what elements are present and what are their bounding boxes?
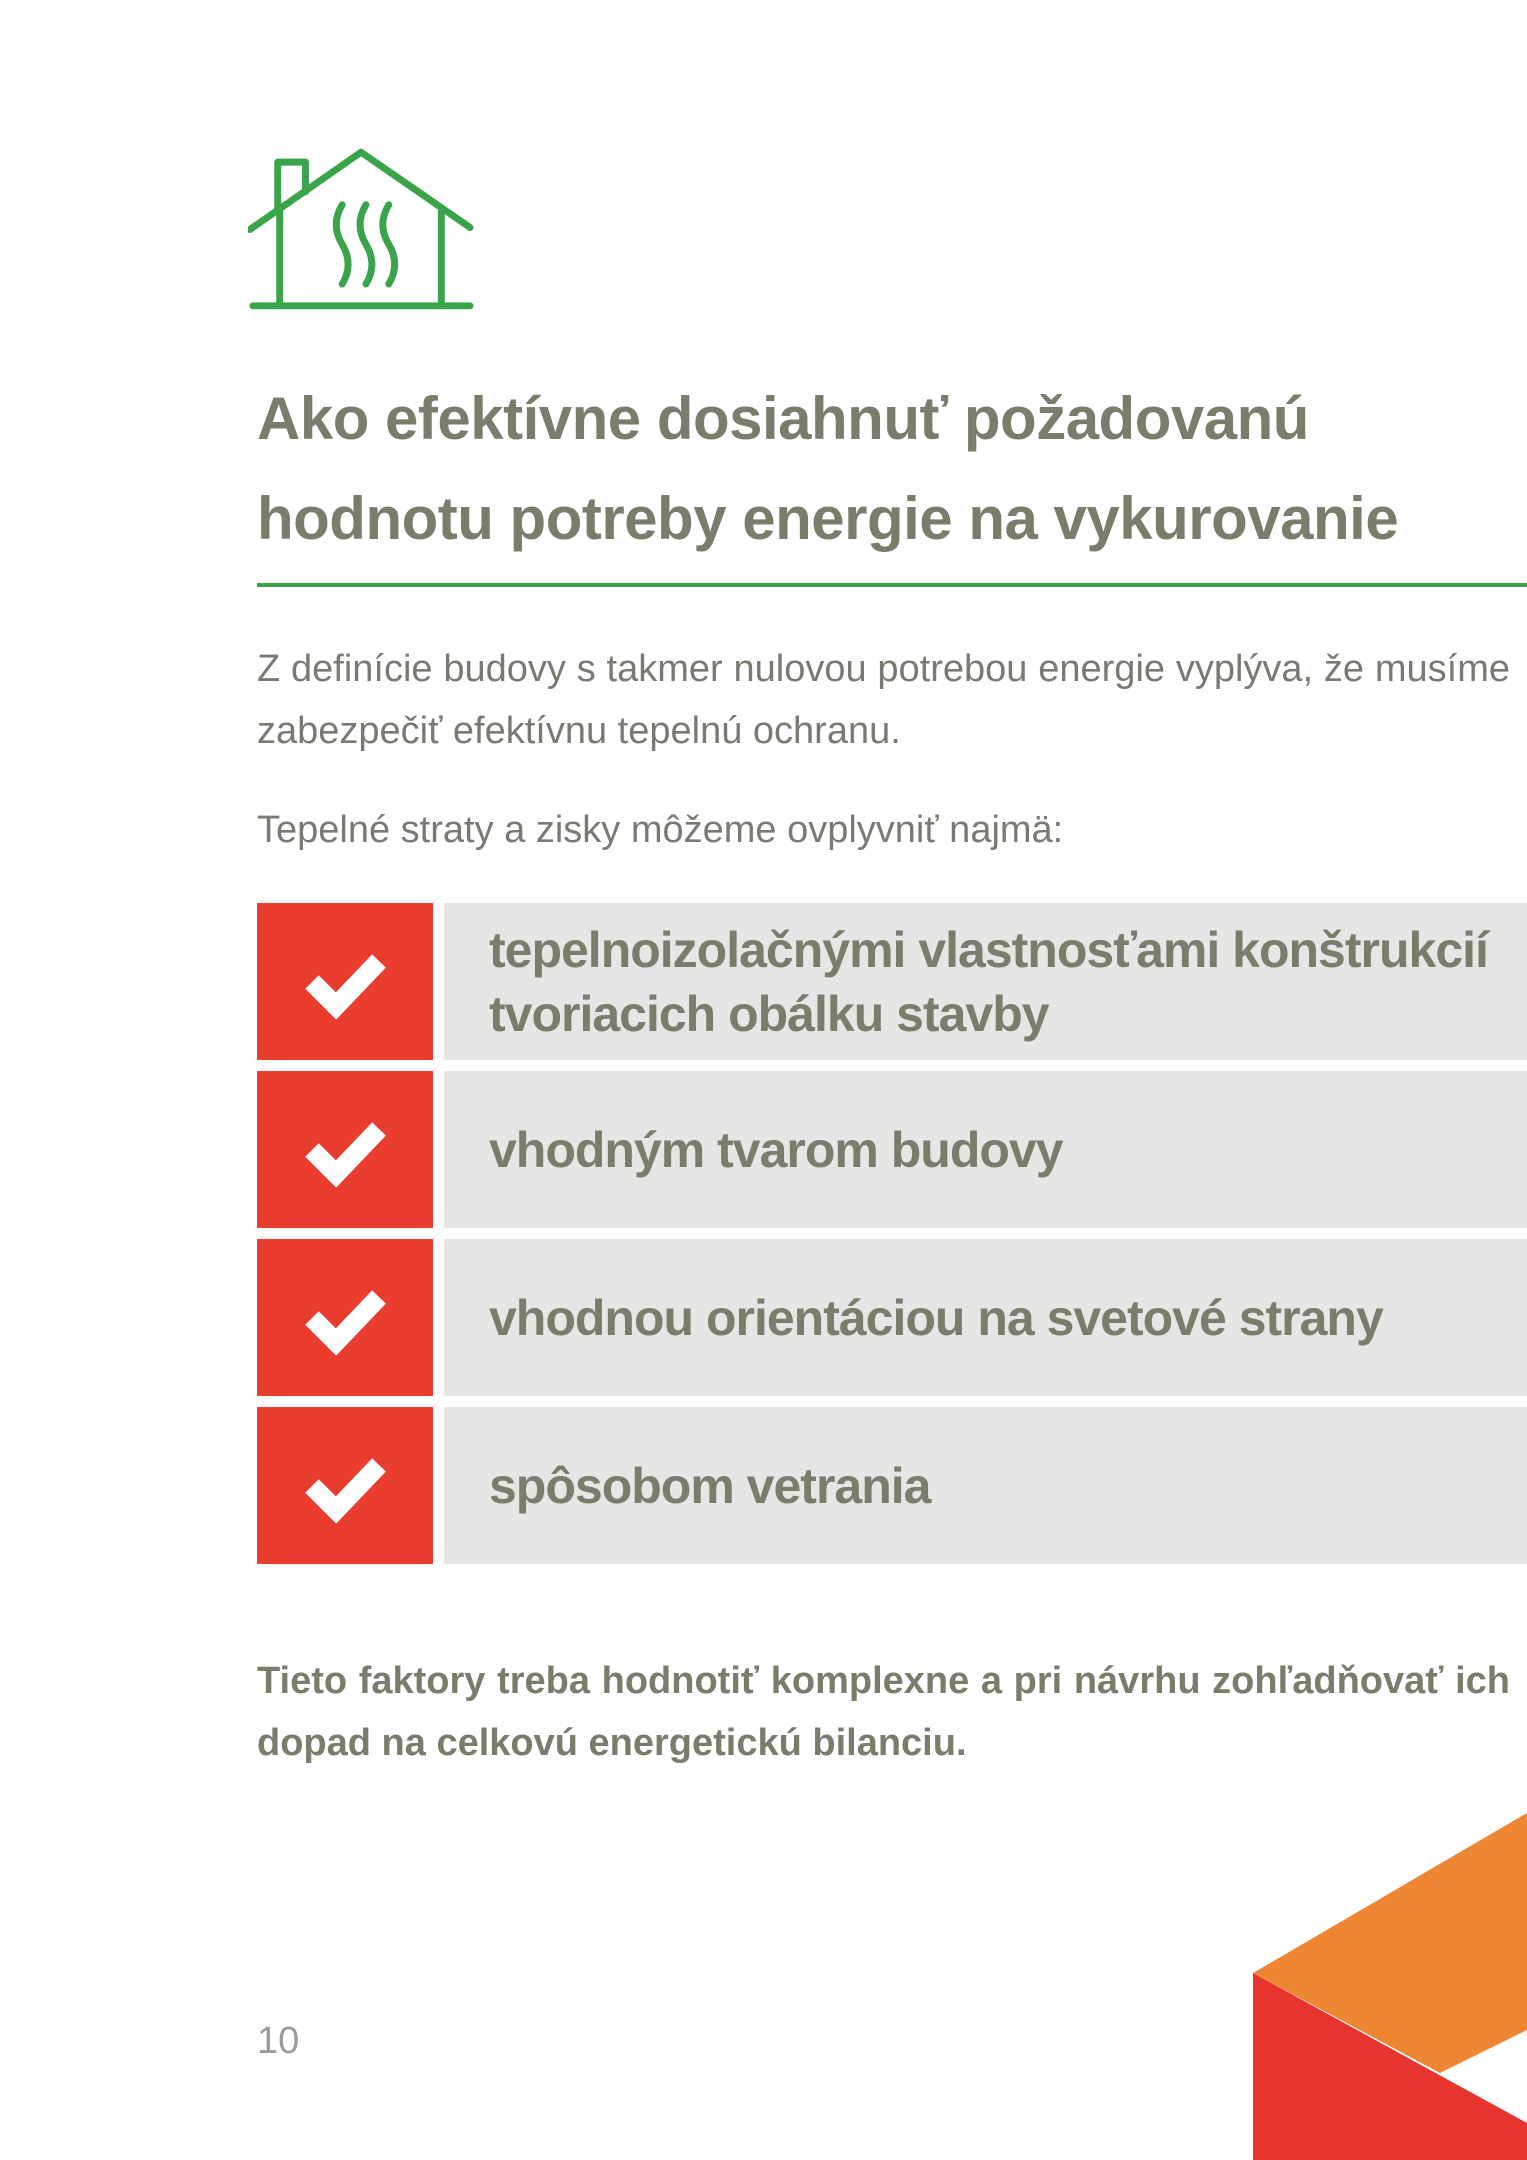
heat-wave-icon xyxy=(383,205,395,284)
checkmark-icon xyxy=(257,903,433,1060)
corner-decoration xyxy=(1253,1813,1527,2160)
page-title-line-2: hodnotu potreby energie na vykurovanie xyxy=(257,485,1399,552)
conclusion-paragraph: Tieto faktory treba hodnotiť komplexne a pri návrhu zohľadňovať ich dopad na celkovú energetickú bilanciu. xyxy=(257,1660,1510,1764)
checklist-item-bar xyxy=(444,1239,1527,1396)
checklist-item-label: vhodnou orientáciou na svetové strany xyxy=(489,1289,1383,1346)
checkmark-icon xyxy=(257,1071,433,1228)
checklist xyxy=(257,903,1527,1575)
title-underline xyxy=(257,583,1527,587)
intro-lead-in: Tepelné straty a zisky môžeme ovplyvniť najmä: xyxy=(257,809,1064,851)
checklist-item-label: vhodným tvarom budovy xyxy=(489,1121,1063,1178)
page-title-line-1: Ako efektívne dosiahnuť požadovanú xyxy=(257,385,1309,452)
checklist-item xyxy=(257,903,1527,1060)
heat-wave-icon xyxy=(336,205,348,284)
house-heating-icon xyxy=(248,148,476,312)
page-title xyxy=(257,369,1398,569)
checkmark-icon xyxy=(257,1239,433,1396)
checklist-item xyxy=(257,1239,1527,1396)
heat-wave-icon xyxy=(360,205,372,284)
checklist-item-bar xyxy=(444,1071,1527,1228)
checklist-item xyxy=(257,1071,1527,1228)
checklist-item-label: tepelnoizolačnými vlastnosťami konštrukcií tvoriacich obálku stavby xyxy=(489,921,1488,1042)
checklist-item-bar xyxy=(444,903,1527,1060)
checkmark-icon xyxy=(257,1407,433,1564)
checklist-item-bar xyxy=(444,1407,1527,1564)
checklist-item xyxy=(257,1407,1527,1564)
page-number: 10 xyxy=(257,2020,300,2062)
checklist-item-label: spôsobom vetrania xyxy=(489,1457,931,1514)
intro-paragraph: Z definície budovy s takmer nulovou potrebou energie vyplýva, že musíme zabezpečiť efektívnu tepelnú ochranu. xyxy=(257,648,1510,752)
